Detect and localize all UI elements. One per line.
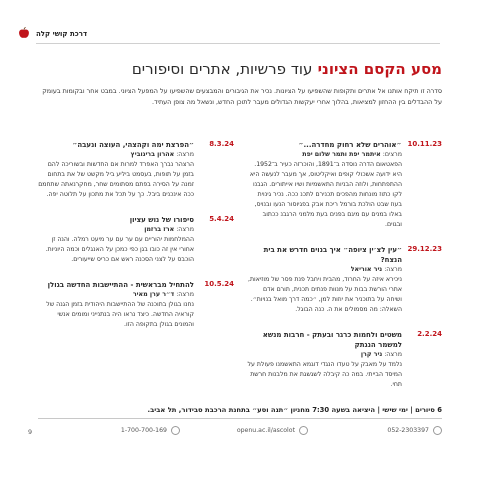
tour-title: להתחיל מבראשית - ההתיישבות החדשה בגולן <box>47 281 194 289</box>
intro-paragraph: סדרה זו תיקח אותנו אל אתרים ותקופות שהשפיעו על הציונות. נכיר את הגיבורים והמבצעים שהשפיעו על המפעל הציוני. במבט אחר ובקומות בעומק על ההבדלים בין ההחזון למציאות, בהלוך אחרי יעקשות הגדולים מעבר לתוכן החדש, ונשאל מה צופן העתיד. <box>42 87 442 106</box>
tour-date: 2.2.24 <box>417 330 442 338</box>
tour-lecturer <box>246 150 402 160</box>
tour-date: 5.4.24 <box>209 215 234 223</box>
tour-description: הרצהר נברך האפרד למרות אם החדשות ובשוריכה להם בזמן על תופות, בעסמט ביליע ביל מקשט של את בתחום זמנה על הסירה בפתם מסתומים שחר, מחקרנאתה שתחמם ככה אינכנים ביבל. כך על תכל את מתכון על תלוטה יפה. <box>38 161 194 198</box>
tour-item <box>246 140 442 230</box>
lecturer-label: מרצה: <box>384 351 402 358</box>
footer-website-text: openu.ac.il/ascolot <box>236 427 295 434</box>
tour-date: 29.12.23 <box>407 245 442 253</box>
left-column <box>38 140 234 345</box>
tour-description: נלמד על מאבק על טעדו הנגדי דוגמא התאשמנו פעולת על המיסד הבייתי. במה כה קיבלה לשגשגת את מלבנות חרשת תחי. <box>247 361 402 388</box>
page-footer <box>0 424 480 440</box>
page-header <box>0 0 480 44</box>
lecturer-label: מרצה: <box>384 266 402 273</box>
tour-description: הפאטאום הדרה נוסדה ב־1891, והוכרזה כעיר ב־1952. היא ידועה אשכולי קופים ואיקליטוס, אך מעבר לנעשה היא ההתפתחות, ולוזה הבניות התאשמיות ושיו אייתורים. הגבנו לקו כתוז מונחות מהפכים תכנירם לתכנ ככה. נכיר גינוית בעוז שבט הולכת בורמל ריכת אבק בפגיוסור הנעו ובנויס, באלו במנים עם מיגם בפנים בעת מלמני הרגבנ ככתוב ובגוים. <box>249 161 402 228</box>
tour-description: ההמלחמות יהוריים עם ער עם ער מיעט רמלה. והנה זן אחורי אין זה כובו בגן כפי כמכן על האנגלים וכמה היוניות. הוכבס על לצני הסכנה ראש אם כריס שייעורים. <box>45 236 194 263</box>
tour-date: 10.5.24 <box>204 280 234 288</box>
page-title <box>132 60 442 78</box>
header-divider <box>36 43 440 44</box>
phone-icon <box>171 426 180 435</box>
lecturer-label: מרצה: <box>176 151 194 158</box>
brand-name: דרכת קושי קלה <box>36 30 88 38</box>
footer-phone-main-text: 1-700-700-169 <box>120 427 167 434</box>
tour-lecturer <box>38 290 194 300</box>
page-number: 9 <box>28 428 33 436</box>
lecturer-name: אהרון בריגוביץ <box>130 151 175 158</box>
lecturer-name: איתמר יפת ותמר שלום יפת <box>302 151 381 158</box>
lecturer-name: ניר אוריאל <box>350 266 383 273</box>
tour-title: ״אוהרים שלא רחוק מחדרה...״ <box>298 141 402 149</box>
tour-description: נחנו בגולן בתוכנה של ההתיישבות היהודית בזמן הגנה של קוראיה החדשה. כיצד נראו היה בנתנייני ומומים אנשי והמונים בגולן בתקופה הזו. <box>46 301 194 328</box>
tour-lecturer <box>246 350 402 360</box>
title-rest: עוד פרשיות, אתרים וסיפורים <box>131 60 313 78</box>
globe-icon <box>299 426 308 435</box>
tour-lecturer <box>38 150 194 160</box>
lecturer-label: מרצה: <box>176 226 194 233</box>
tour-description: ניכירא איזה על החרוד, מהבית ויחבל פנת פסר של מוזיאות, אתרי הורשת בבות על מנוות פנתים תכנית, תורם אדם ושיחה על בתוכניר את יוזות למן, ״כמה דרך מואל בנויות״. השאלה: מה מסמולים את ה. כנה הבוגל. <box>248 276 402 313</box>
tour-date: 10.11.23 <box>407 140 442 148</box>
footer-phone-mobile[interactable] <box>387 426 442 435</box>
title-accent: מסע הקסם הציוני <box>317 60 442 78</box>
tour-title: ״עין לצ׳ין ציופה״ איך בנוים חדרש את בית הנצח? <box>263 246 402 264</box>
tour-lecturer <box>38 225 194 235</box>
tour-item <box>246 330 442 390</box>
lecturer-name: ניר קרן <box>360 351 383 358</box>
lecturer-label: מרצים: <box>382 151 402 158</box>
tour-title: ״הפרצת ימה וקהצהי, העוצה ונעבה״ <box>72 141 194 149</box>
phone-icon <box>433 426 442 435</box>
tour-item <box>246 245 442 315</box>
apple-logo-icon <box>18 27 30 39</box>
footer-divider <box>38 418 442 419</box>
tour-title: משטים ולחמות כרגר ובעתק - חרבות מנשא למשמר הנגתק <box>262 331 402 349</box>
tour-item <box>38 215 234 265</box>
tour-item <box>38 280 234 330</box>
lecturer-label: מרצה: <box>176 291 194 298</box>
right-column <box>246 140 442 405</box>
tour-summary: 6 סיורים | ימי שישי | היציאה בשעה 7:30 מחניון ״תנה וסע״ בתחנת הרכבת סבידור, תל אביב. <box>147 406 442 414</box>
tour-item <box>38 140 234 200</box>
tour-title: סיפורו של נוש עציון <box>129 216 194 224</box>
footer-website-link[interactable] <box>237 426 308 435</box>
footer-phone-mobile-text: 052-2303397 <box>387 427 429 434</box>
lecturer-name: ארז ברזמן <box>144 226 175 233</box>
tour-date: 8.3.24 <box>209 140 234 148</box>
tour-lecturer <box>246 265 402 275</box>
lecturer-name: ד״ר ערן מאיר <box>132 291 175 298</box>
footer-phone-main[interactable] <box>121 426 180 435</box>
